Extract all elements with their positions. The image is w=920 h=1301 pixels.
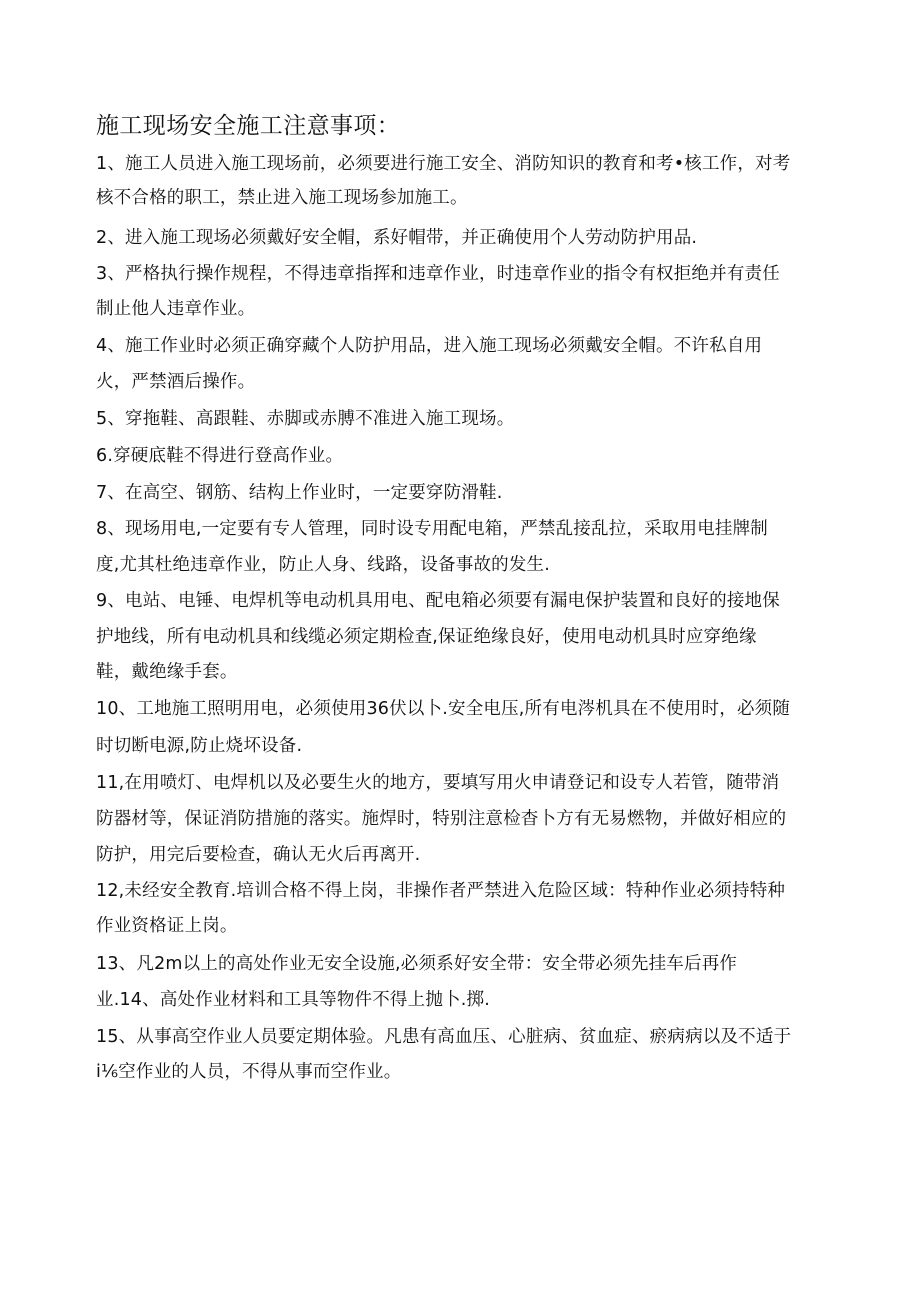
- text-line: 6.穿硬底鞋不得进行登高作业。: [96, 446, 344, 466]
- text-line: 5、穿拖鞋、高跟鞋、赤脚或赤膊不准进入施工现场。: [96, 409, 515, 429]
- text-line: 度,尤其杜绝违章作业，防止人身、线路，设备事故的发生.: [96, 555, 551, 575]
- text-line: 防器材等，保证消防措施的落实。施焊时，特别注意检杳卜方有无易燃物，并做好相应的: [96, 809, 787, 829]
- text-line: 制止他人违章作业。: [96, 299, 256, 319]
- text-line: 鞋，戴绝缘手套。: [96, 662, 238, 682]
- text-line: 10、工地施工照明用电，必须使用36伏以卜.安全电压,所有电涔机具在不使用时，必须随: [96, 699, 791, 719]
- text-line: 13、凡2m以上的高处作业无安全设施,必须系好安全带：安全带必须先挂车后再作: [96, 954, 738, 974]
- text-line: 11,在用喷灯、电焊机以及必要生火的地方，要填写用火申请登记和设专人若管，随带消: [96, 773, 780, 793]
- text-line: 7、在高空、钢筋、结构上作业时，一定要穿防滑鞋.: [96, 483, 503, 503]
- text-line: 1、施工人员进入施工现场前，必须要进行施工安全、消防知识的教育和考•核工作，对考: [96, 154, 791, 174]
- text-line: 15、从事高空作业人员要定期体验。凡患有高血压、心脏病、贫血症、瘀病病以及不适于: [96, 1027, 792, 1047]
- text-line: 时切断电源,防止烧坏设备.: [96, 736, 303, 756]
- text-line: 8、现场用电,一定要有专人管理，同时设专用配电箱，严禁乱接乱拉，采取用电挂牌制: [96, 519, 768, 539]
- text-line: 9、电站、电锤、电焊机等电动机具用电、配电箱必须要有漏电保护装置和良好的接地保: [96, 591, 780, 611]
- text-line: 作业资格证上岗。: [96, 916, 238, 936]
- text-line: 防护，用完后要检查，确认无火后再离开.: [96, 845, 421, 865]
- text-line: 4、施工作业时必须正确穿藏个人防护用品，进入施工现场必须戴安全帽。不许私自用: [96, 336, 763, 356]
- text-line: 火，严禁酒后操作。: [96, 372, 256, 392]
- text-line: 护地线，所有电动机具和线缆必须定期检查,保证绝缘良好，使用电动机具时应穿绝缘: [96, 627, 757, 647]
- text-line: 3、严格执行操作规程，不得违章指挥和违章作业，时违章作业的指令有权拒绝并有责任: [96, 264, 780, 284]
- text-line: i⅙空作业的人员，不得从事而空作业。: [96, 1062, 402, 1082]
- text-line: 业.14、高处作业材料和工具等物件不得上抛卜.掷.: [96, 990, 490, 1010]
- text-line: 核不合格的职工，禁止进入施工现场参加施工。: [96, 188, 468, 208]
- text-line: 2、进入施工现场必须戴好安全帽，系好帽带，并正确使用个人劳动防护用品.: [96, 228, 698, 248]
- document-title: 施工现场安全施工注意事项：: [96, 113, 401, 139]
- text-line: 12,未经安全教育.培训合格不得上岗，非操作者严禁进入危险区域：特种作业必须持特种: [96, 881, 786, 901]
